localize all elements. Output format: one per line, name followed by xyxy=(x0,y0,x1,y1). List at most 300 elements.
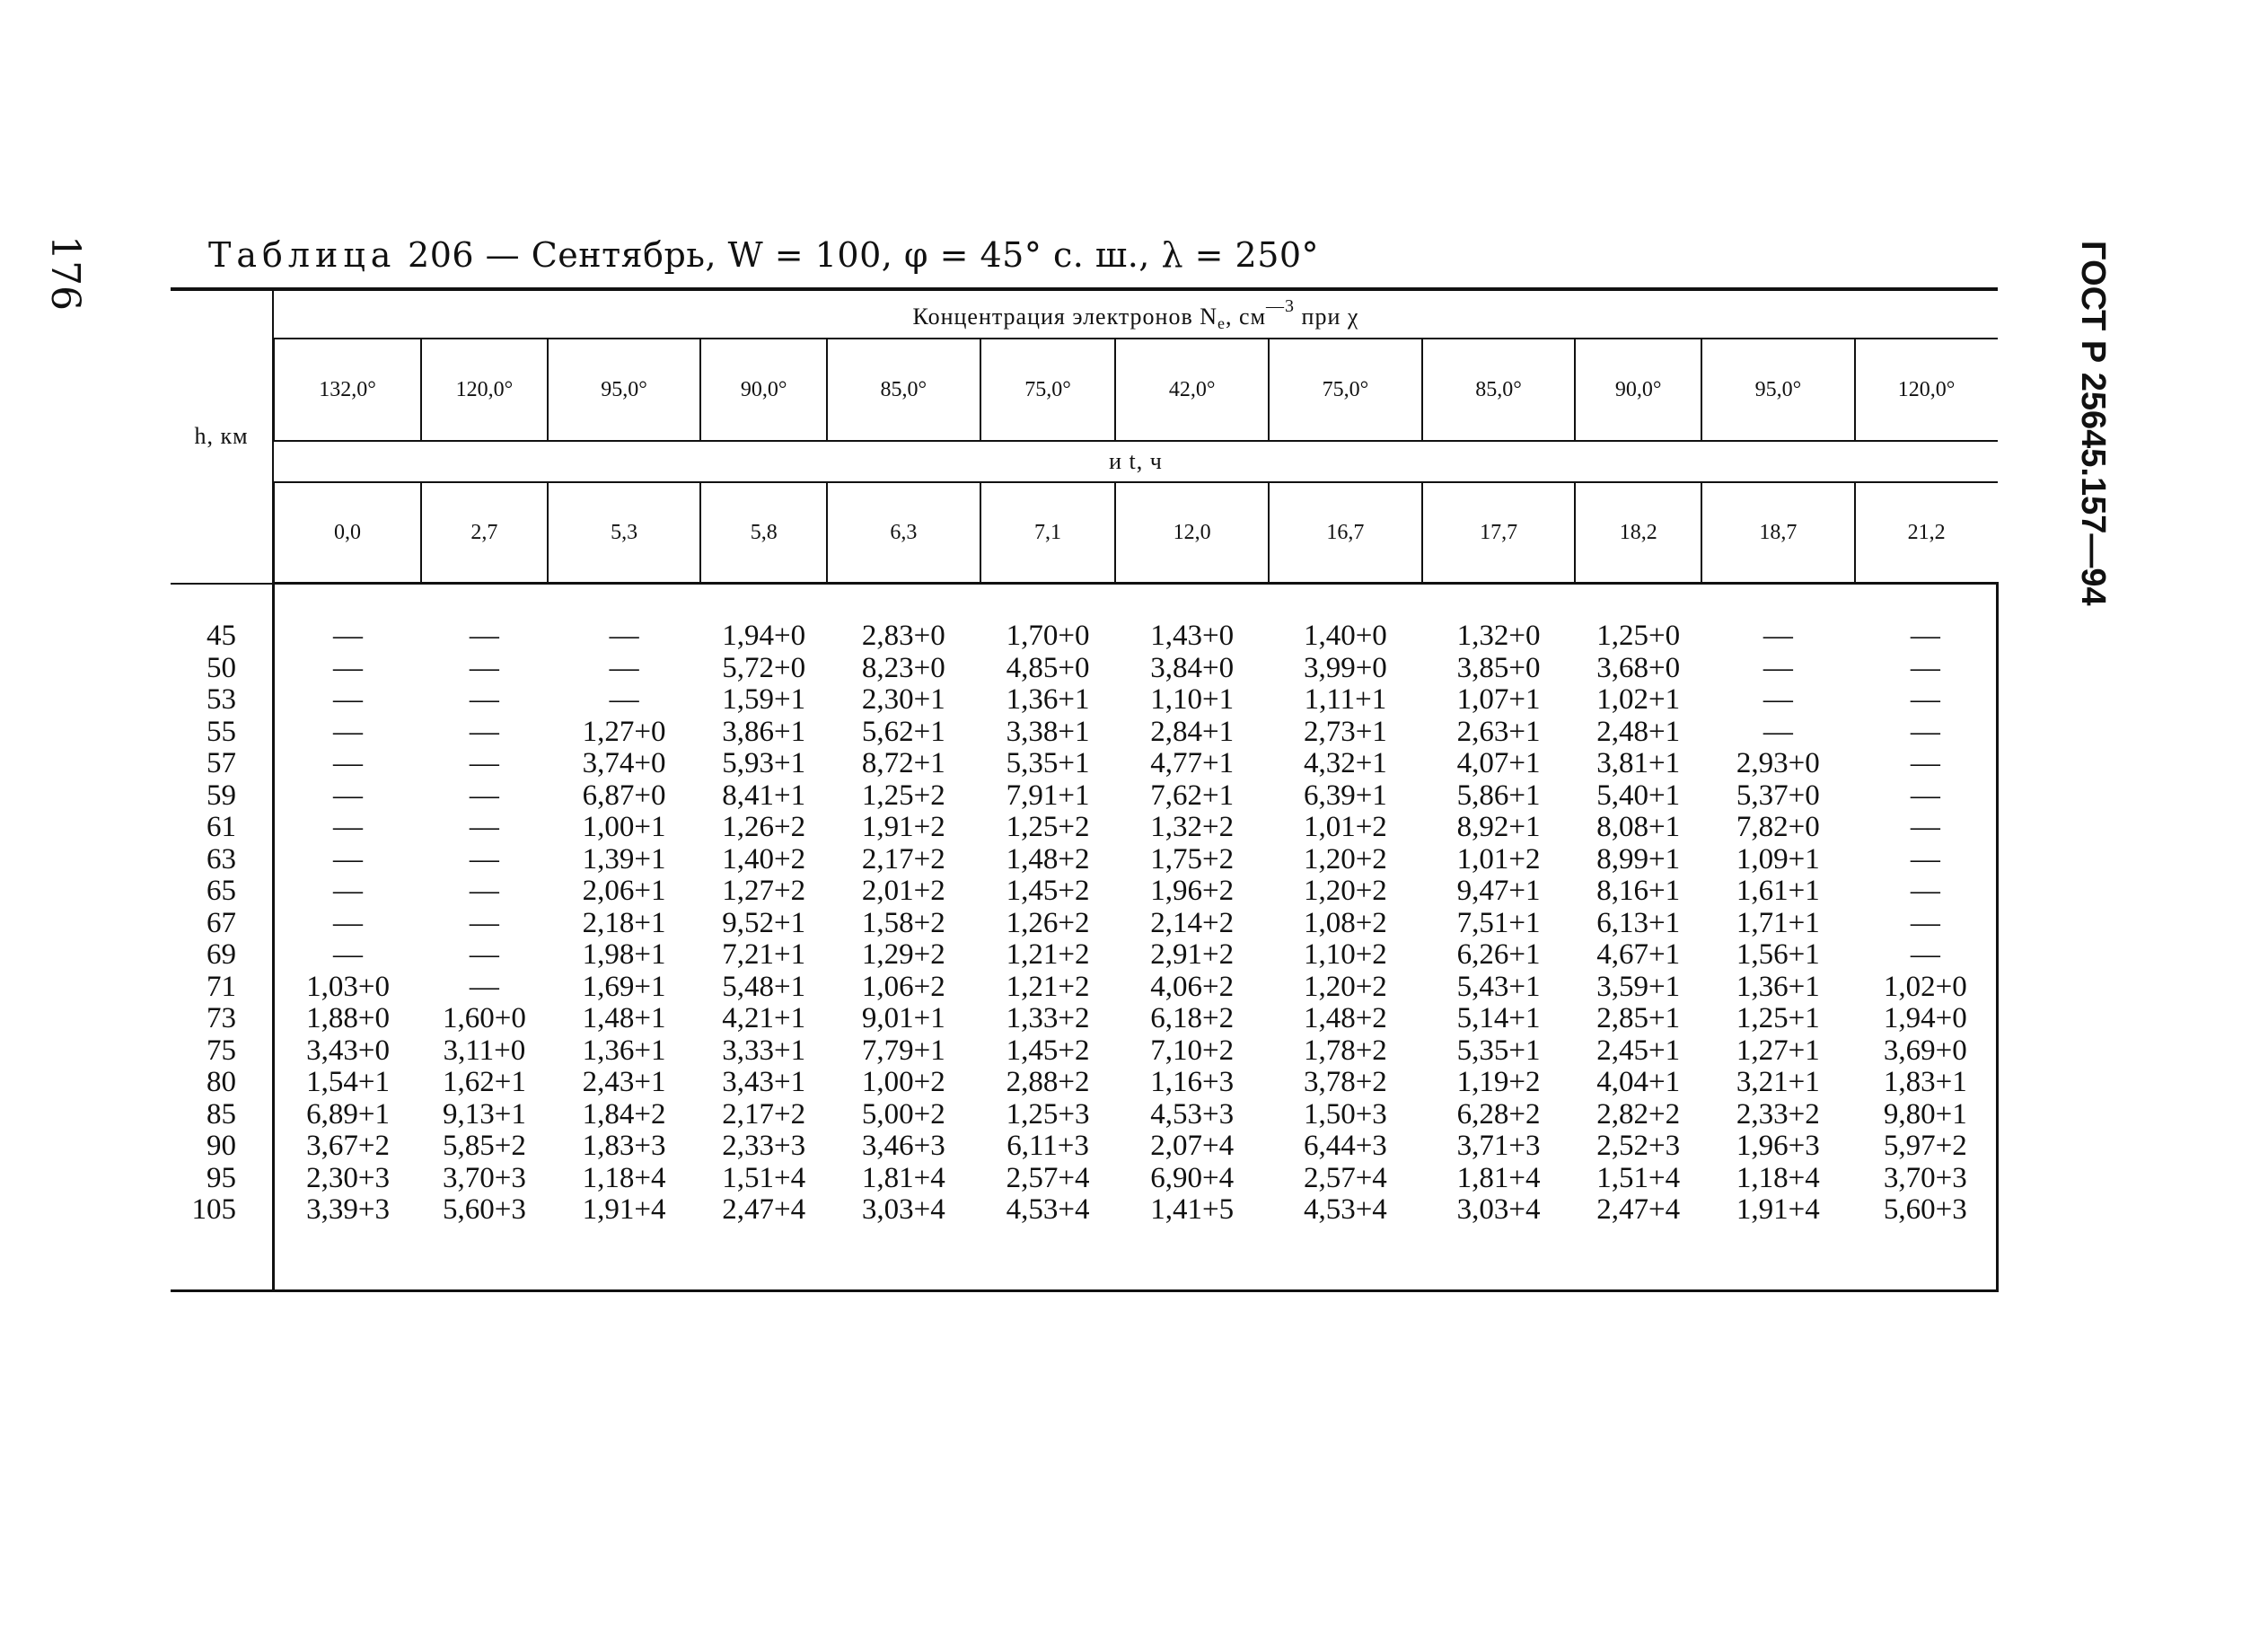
value-cell: 1,78+2 xyxy=(1303,1034,1387,1067)
value-cell: 1,20+2 xyxy=(1303,970,1387,1003)
value-cell: 1,96+2 xyxy=(1150,875,1235,907)
value-cell: 8,41+1 xyxy=(722,779,806,812)
table-title-label: Таблица xyxy=(208,235,397,275)
chi-header-cell: 120,0° xyxy=(421,339,548,441)
value-cell: 1,25+2 xyxy=(1006,811,1090,843)
value-cell: 3,59+1 xyxy=(1596,970,1681,1003)
altitude-cell: 65 xyxy=(171,876,273,908)
value-cell: 1,00+2 xyxy=(861,1066,945,1098)
value-cell: — xyxy=(333,620,364,652)
value-cell: — xyxy=(469,875,499,907)
value-cell: 4,53+3 xyxy=(1150,1097,1235,1131)
value-cell: 1,91+4 xyxy=(582,1193,666,1226)
value-cell: 1,25+0 xyxy=(1596,620,1681,652)
value-cell: 1,29+2 xyxy=(861,938,945,971)
value-cell: 6,26+1 xyxy=(1456,938,1541,971)
value-cell: 1,94+0 xyxy=(1855,1003,1998,1035)
value-cell: 8,99+1 xyxy=(1596,842,1681,876)
value-cell: 5,85+2 xyxy=(442,1130,526,1162)
value-cell: 2,57+4 xyxy=(1303,1161,1387,1194)
concentration-header xyxy=(273,289,1997,339)
value-cell: 5,43+1 xyxy=(1456,970,1541,1003)
table-row xyxy=(171,684,1998,717)
value-cell: — xyxy=(333,906,364,939)
value-cell: 3,68+0 xyxy=(1596,651,1681,684)
value-cell: — xyxy=(1855,876,1998,908)
value-cell: 1,01+2 xyxy=(1303,811,1387,843)
concentration-label: Концентрация электронов N xyxy=(912,303,1218,330)
chi-header-row xyxy=(171,339,1998,441)
value-cell: 1,19+2 xyxy=(1456,1066,1541,1098)
altitude-cell: 80 xyxy=(171,1067,273,1099)
chi-header-cell: 90,0° xyxy=(1575,339,1701,441)
table-row xyxy=(171,1003,1998,1035)
chi-header-cell: 95,0° xyxy=(548,339,701,441)
value-cell: 4,21+1 xyxy=(722,1002,806,1034)
page-number: 176 xyxy=(42,235,88,311)
table-row xyxy=(171,972,1998,1004)
value-cell: 4,77+1 xyxy=(1150,747,1235,779)
value-cell: 3,43+1 xyxy=(722,1066,806,1098)
value-cell: 8,08+1 xyxy=(1596,811,1681,843)
altitude-cell: 85 xyxy=(171,1099,273,1131)
time-header-cell: 2,7 xyxy=(421,482,548,584)
value-cell: 3,84+0 xyxy=(1150,651,1235,684)
value-cell: 1,10+1 xyxy=(1150,683,1235,716)
value-cell: 1,21+2 xyxy=(1006,938,1090,971)
value-cell: — xyxy=(333,779,364,812)
value-cell: 3,21+1 xyxy=(1736,1066,1820,1098)
time-header-cell: 6,3 xyxy=(827,482,980,584)
value-cell: 5,97+2 xyxy=(1855,1131,1998,1163)
value-cell: — xyxy=(333,747,364,779)
value-cell: 2,06+1 xyxy=(582,875,666,907)
value-cell: — xyxy=(1855,620,1998,653)
value-cell: 1,81+4 xyxy=(1456,1161,1541,1194)
value-cell: 2,43+1 xyxy=(582,1066,666,1098)
altitude-cell: 71 xyxy=(171,972,273,1004)
value-cell: 1,48+2 xyxy=(1006,842,1090,876)
value-cell: 5,40+1 xyxy=(1596,779,1681,812)
value-cell: 2,17+2 xyxy=(722,1097,806,1131)
altitude-cell: 95 xyxy=(171,1163,273,1195)
value-cell: 3,86+1 xyxy=(722,715,806,748)
table-title-text: 206 — Сентябрь, W = 100, φ = 45° с. ш., λ = 250° xyxy=(408,235,1320,275)
value-cell: 6,13+1 xyxy=(1596,906,1681,939)
value-cell: — xyxy=(1855,684,1998,717)
value-cell: 1,54+1 xyxy=(306,1066,390,1098)
table-row xyxy=(171,939,1998,972)
value-cell: 6,44+3 xyxy=(1303,1130,1387,1162)
value-cell: — xyxy=(1763,620,1793,652)
value-cell: 1,02+0 xyxy=(1855,972,1998,1004)
table-row xyxy=(171,717,1998,749)
value-cell: 2,83+0 xyxy=(861,620,945,652)
value-cell: 1,40+0 xyxy=(1303,620,1387,652)
value-cell: — xyxy=(469,811,499,843)
value-cell: 1,88+0 xyxy=(306,1002,390,1034)
value-cell: 1,96+3 xyxy=(1736,1130,1820,1162)
value-cell: 3,70+3 xyxy=(442,1161,526,1194)
value-cell: 1,45+2 xyxy=(1006,1034,1090,1067)
value-cell: — xyxy=(333,651,364,684)
table-row xyxy=(171,780,1998,813)
value-cell: 5,60+3 xyxy=(1855,1194,1998,1227)
value-cell: — xyxy=(469,938,499,971)
value-cell: 3,38+1 xyxy=(1006,715,1090,748)
value-cell: 5,86+1 xyxy=(1456,779,1541,812)
value-cell: 1,36+1 xyxy=(1006,683,1090,716)
concentration-unit: , см xyxy=(1226,303,1267,330)
value-cell: 5,35+1 xyxy=(1006,747,1090,779)
chi-header-cell: 132,0° xyxy=(273,339,421,441)
altitude-cell: 90 xyxy=(171,1131,273,1163)
value-cell: — xyxy=(469,683,499,716)
altitude-cell: 59 xyxy=(171,780,273,813)
altitude-cell: 69 xyxy=(171,939,273,972)
value-cell: 5,60+3 xyxy=(442,1193,526,1226)
value-cell: — xyxy=(1855,780,1998,813)
value-cell: 3,70+3 xyxy=(1855,1163,1998,1195)
value-cell: 2,47+4 xyxy=(722,1193,806,1226)
table-row xyxy=(171,620,1998,653)
value-cell: 4,07+1 xyxy=(1456,747,1541,779)
value-cell: 2,33+2 xyxy=(1736,1097,1820,1131)
value-cell: 3,46+3 xyxy=(861,1130,945,1162)
time-header-cell: 21,2 xyxy=(1855,482,1998,584)
value-cell: — xyxy=(333,715,364,748)
value-cell: 1,91+2 xyxy=(861,811,945,843)
value-cell: 1,48+2 xyxy=(1303,1002,1387,1034)
value-cell: 2,07+4 xyxy=(1150,1130,1235,1162)
value-cell: — xyxy=(1763,715,1793,748)
value-cell: 1,01+2 xyxy=(1456,842,1541,876)
chi-header-cell: 85,0° xyxy=(1422,339,1576,441)
value-cell: 9,47+1 xyxy=(1456,875,1541,907)
value-cell: 4,04+1 xyxy=(1596,1066,1681,1098)
value-cell: 6,89+1 xyxy=(306,1097,390,1131)
table-title xyxy=(208,235,1319,275)
value-cell: 1,08+2 xyxy=(1303,906,1387,939)
value-cell: 3,69+0 xyxy=(1855,1035,1998,1068)
value-cell: 1,51+4 xyxy=(722,1161,806,1194)
altitude-cell: 50 xyxy=(171,653,273,685)
value-cell: 2,01+2 xyxy=(861,875,945,907)
value-cell: — xyxy=(1855,844,1998,876)
value-cell: 1,62+1 xyxy=(442,1066,526,1098)
value-cell: 1,10+2 xyxy=(1303,938,1387,971)
value-cell: 1,56+1 xyxy=(1736,938,1820,971)
concentration-sup: —3 xyxy=(1266,295,1296,316)
value-cell: 4,67+1 xyxy=(1596,938,1681,971)
value-cell: 1,07+1 xyxy=(1456,683,1541,716)
value-cell: — xyxy=(1763,651,1793,684)
value-cell: — xyxy=(333,683,364,716)
value-cell: 5,72+0 xyxy=(722,651,806,684)
data-table xyxy=(171,287,1999,1292)
value-cell: 1,81+4 xyxy=(861,1161,945,1194)
value-cell: 1,43+0 xyxy=(1150,620,1235,652)
value-cell: 1,25+1 xyxy=(1736,1002,1820,1034)
value-cell: 3,03+4 xyxy=(1456,1193,1541,1226)
value-cell: 1,11+1 xyxy=(1304,683,1387,716)
chi-header-cell: 95,0° xyxy=(1701,339,1855,441)
chi-header-cell: 90,0° xyxy=(700,339,827,441)
value-cell: 5,37+0 xyxy=(1736,779,1820,812)
value-cell: 1,75+2 xyxy=(1150,842,1235,876)
value-cell: 1,91+4 xyxy=(1736,1193,1820,1226)
value-cell: 3,33+1 xyxy=(722,1034,806,1067)
value-cell: — xyxy=(333,938,364,971)
value-cell: 1,60+0 xyxy=(442,1002,526,1034)
value-cell: 2,85+1 xyxy=(1596,1002,1681,1034)
value-cell: 7,21+1 xyxy=(722,938,806,971)
value-cell: 7,79+1 xyxy=(861,1034,945,1067)
value-cell: 5,48+1 xyxy=(722,970,806,1003)
value-cell: 5,00+2 xyxy=(861,1097,945,1131)
value-cell: 3,85+0 xyxy=(1456,651,1541,684)
value-cell: 1,02+1 xyxy=(1596,683,1681,716)
value-cell: — xyxy=(469,651,499,684)
value-cell: 5,62+1 xyxy=(861,715,945,748)
value-cell: — xyxy=(469,747,499,779)
altitude-cell: 105 xyxy=(171,1194,273,1227)
value-cell: 3,03+4 xyxy=(861,1193,945,1226)
chi-header-cell: 120,0° xyxy=(1855,339,1998,441)
value-cell: 1,40+2 xyxy=(722,842,806,876)
value-cell: 7,82+0 xyxy=(1736,811,1820,843)
chi-header-cell: 75,0° xyxy=(980,339,1116,441)
table-row xyxy=(171,1099,1998,1131)
altitude-cell: 57 xyxy=(171,748,273,780)
value-cell: 3,43+0 xyxy=(306,1034,390,1067)
value-cell: 2,73+1 xyxy=(1303,715,1387,748)
value-cell: 1,26+2 xyxy=(1006,906,1090,939)
value-cell: 7,51+1 xyxy=(1456,906,1541,939)
value-cell: 4,53+4 xyxy=(1303,1193,1387,1226)
value-cell: 5,35+1 xyxy=(1456,1034,1541,1067)
time-header-cell: 18,2 xyxy=(1575,482,1701,584)
value-cell: — xyxy=(1855,653,1998,685)
value-cell: — xyxy=(1855,748,1998,780)
value-cell: 3,81+1 xyxy=(1596,747,1681,779)
value-cell: 4,53+4 xyxy=(1006,1193,1090,1226)
value-cell: 2,33+3 xyxy=(722,1130,806,1162)
value-cell: — xyxy=(469,842,499,876)
value-cell: 1,21+2 xyxy=(1006,970,1090,1003)
value-cell: — xyxy=(1763,683,1793,716)
value-cell: 1,84+2 xyxy=(582,1097,666,1131)
value-cell: 1,20+2 xyxy=(1303,842,1387,876)
table-row xyxy=(171,844,1998,876)
table-row xyxy=(171,876,1998,908)
value-cell: 2,30+1 xyxy=(861,683,945,716)
value-cell: 1,69+1 xyxy=(582,970,666,1003)
value-cell: — xyxy=(1855,939,1998,972)
value-cell: 7,91+1 xyxy=(1006,779,1090,812)
value-cell: 1,58+2 xyxy=(861,906,945,939)
value-cell: 6,28+2 xyxy=(1456,1097,1541,1131)
altitude-cell: 53 xyxy=(171,684,273,717)
value-cell: 1,25+2 xyxy=(861,779,945,812)
value-cell: 9,80+1 xyxy=(1855,1099,1998,1131)
value-cell: 2,82+2 xyxy=(1596,1097,1681,1131)
value-cell: 3,39+3 xyxy=(306,1193,390,1226)
value-cell: 1,36+1 xyxy=(1736,970,1820,1003)
table-row xyxy=(171,1131,1998,1163)
value-cell: 3,99+0 xyxy=(1303,651,1387,684)
value-cell: 7,10+2 xyxy=(1150,1034,1235,1067)
value-cell: — xyxy=(469,620,499,652)
value-cell: 1,70+0 xyxy=(1006,620,1090,652)
altitude-cell: 75 xyxy=(171,1035,273,1068)
value-cell: 1,33+2 xyxy=(1006,1002,1090,1034)
value-cell: 1,45+2 xyxy=(1006,875,1090,907)
value-cell: 2,48+1 xyxy=(1596,715,1681,748)
time-header: и t, ч xyxy=(273,441,1997,482)
value-cell: 6,90+4 xyxy=(1150,1161,1235,1194)
value-cell: 6,18+2 xyxy=(1150,1002,1235,1034)
value-cell: 5,93+1 xyxy=(722,747,806,779)
value-cell: 1,09+1 xyxy=(1736,842,1820,876)
value-cell: 1,50+3 xyxy=(1303,1097,1387,1131)
document-code: ГОСТ Р 25645.157—94 xyxy=(2074,241,2112,606)
value-cell: 9,52+1 xyxy=(722,906,806,939)
value-cell: 1,06+2 xyxy=(861,970,945,1003)
value-cell: 2,47+4 xyxy=(1596,1193,1681,1226)
value-cell: 1,26+2 xyxy=(722,811,806,843)
value-cell: — xyxy=(333,875,364,907)
value-cell: — xyxy=(469,715,499,748)
value-cell: 1,41+5 xyxy=(1150,1193,1235,1226)
value-cell: 4,85+0 xyxy=(1006,651,1090,684)
time-header-cell: 18,7 xyxy=(1701,482,1855,584)
value-cell: 2,30+3 xyxy=(306,1161,390,1194)
value-cell: — xyxy=(1855,812,1998,844)
value-cell: 1,48+1 xyxy=(582,1002,666,1034)
value-cell: 2,84+1 xyxy=(1150,715,1235,748)
value-cell: 1,83+1 xyxy=(1855,1067,1998,1099)
time-header-cell: 16,7 xyxy=(1269,482,1422,584)
concentration-sub: e xyxy=(1218,313,1226,332)
value-cell: 1,83+3 xyxy=(582,1130,666,1162)
h-column-header: h, км xyxy=(171,289,273,584)
value-cell: 9,01+1 xyxy=(861,1002,945,1034)
value-cell: 1,18+4 xyxy=(1736,1161,1820,1194)
value-cell: 4,32+1 xyxy=(1303,747,1387,779)
chi-header-cell: 85,0° xyxy=(827,339,980,441)
value-cell: 6,11+3 xyxy=(1007,1130,1089,1162)
time-header-cell: 12,0 xyxy=(1115,482,1269,584)
table-row xyxy=(171,1163,1998,1195)
value-cell: 8,72+1 xyxy=(861,747,945,779)
value-cell: 1,18+4 xyxy=(582,1161,666,1194)
value-cell: 7,62+1 xyxy=(1150,779,1235,812)
value-cell: — xyxy=(609,620,639,652)
value-cell: 1,27+1 xyxy=(1736,1034,1820,1067)
value-cell: — xyxy=(469,779,499,812)
value-cell: 1,36+1 xyxy=(582,1034,666,1067)
value-cell: 2,17+2 xyxy=(861,842,945,876)
time-header-row xyxy=(171,482,1998,584)
value-cell: 2,18+1 xyxy=(582,906,666,939)
value-cell: 3,67+2 xyxy=(306,1130,390,1162)
value-cell: 1,32+0 xyxy=(1456,620,1541,652)
value-cell: 2,52+3 xyxy=(1596,1130,1681,1162)
value-cell: 2,93+0 xyxy=(1736,747,1820,779)
value-cell: 2,63+1 xyxy=(1456,715,1541,748)
value-cell: 1,98+1 xyxy=(582,938,666,971)
table-row xyxy=(171,908,1998,940)
value-cell: 1,61+1 xyxy=(1736,875,1820,907)
value-cell: — xyxy=(1855,717,1998,749)
chi-header-cell: 75,0° xyxy=(1269,339,1422,441)
value-cell: — xyxy=(1855,908,1998,940)
value-cell: 2,14+2 xyxy=(1150,906,1235,939)
value-cell: 1,03+0 xyxy=(306,970,390,1003)
value-cell: 1,59+1 xyxy=(722,683,806,716)
value-cell: 1,25+3 xyxy=(1006,1097,1090,1131)
concentration-tail: при χ xyxy=(1295,303,1359,330)
value-cell: 1,51+4 xyxy=(1596,1161,1681,1194)
value-cell: 3,71+3 xyxy=(1456,1130,1541,1162)
value-cell: 1,00+1 xyxy=(582,811,666,843)
value-cell: 1,20+2 xyxy=(1303,875,1387,907)
time-header-cell: 7,1 xyxy=(980,482,1116,584)
altitude-cell: 45 xyxy=(171,620,273,653)
value-cell: — xyxy=(469,970,499,1003)
altitude-cell: 61 xyxy=(171,812,273,844)
value-cell: — xyxy=(333,842,364,876)
chi-header-cell: 42,0° xyxy=(1115,339,1269,441)
value-cell: 8,16+1 xyxy=(1596,875,1681,907)
time-header-cell: 5,8 xyxy=(700,482,827,584)
value-cell: 2,91+2 xyxy=(1150,938,1235,971)
altitude-cell: 67 xyxy=(171,908,273,940)
altitude-cell: 63 xyxy=(171,844,273,876)
time-header-cell: 5,3 xyxy=(548,482,701,584)
data-table-container xyxy=(171,287,1999,1284)
value-cell: 1,16+3 xyxy=(1150,1066,1235,1098)
value-cell: 3,11+0 xyxy=(443,1034,526,1067)
value-cell: 1,27+0 xyxy=(582,715,666,748)
value-cell: 2,88+2 xyxy=(1006,1066,1090,1098)
value-cell: 1,94+0 xyxy=(722,620,806,652)
value-cell: 3,78+2 xyxy=(1303,1066,1387,1098)
value-cell: — xyxy=(609,651,639,684)
value-cell: 6,87+0 xyxy=(582,779,666,812)
table-row xyxy=(171,1067,1998,1099)
value-cell: 1,27+2 xyxy=(722,875,806,907)
altitude-cell: 73 xyxy=(171,1003,273,1035)
value-cell: 4,06+2 xyxy=(1150,970,1235,1003)
time-header-cell: 0,0 xyxy=(273,482,421,584)
table-row xyxy=(171,748,1998,780)
value-cell: — xyxy=(469,906,499,939)
value-cell: 9,13+1 xyxy=(442,1097,526,1131)
value-cell: 1,32+2 xyxy=(1150,811,1235,843)
table-row xyxy=(171,653,1998,685)
value-cell: 3,74+0 xyxy=(582,747,666,779)
value-cell: 8,92+1 xyxy=(1456,811,1541,843)
table-row xyxy=(171,1194,1998,1227)
value-cell: 1,39+1 xyxy=(582,842,666,876)
value-cell: 2,57+4 xyxy=(1006,1161,1090,1194)
value-cell: — xyxy=(609,683,639,716)
value-cell: — xyxy=(333,811,364,843)
value-cell: 6,39+1 xyxy=(1303,779,1387,812)
time-header-cell: 17,7 xyxy=(1422,482,1576,584)
